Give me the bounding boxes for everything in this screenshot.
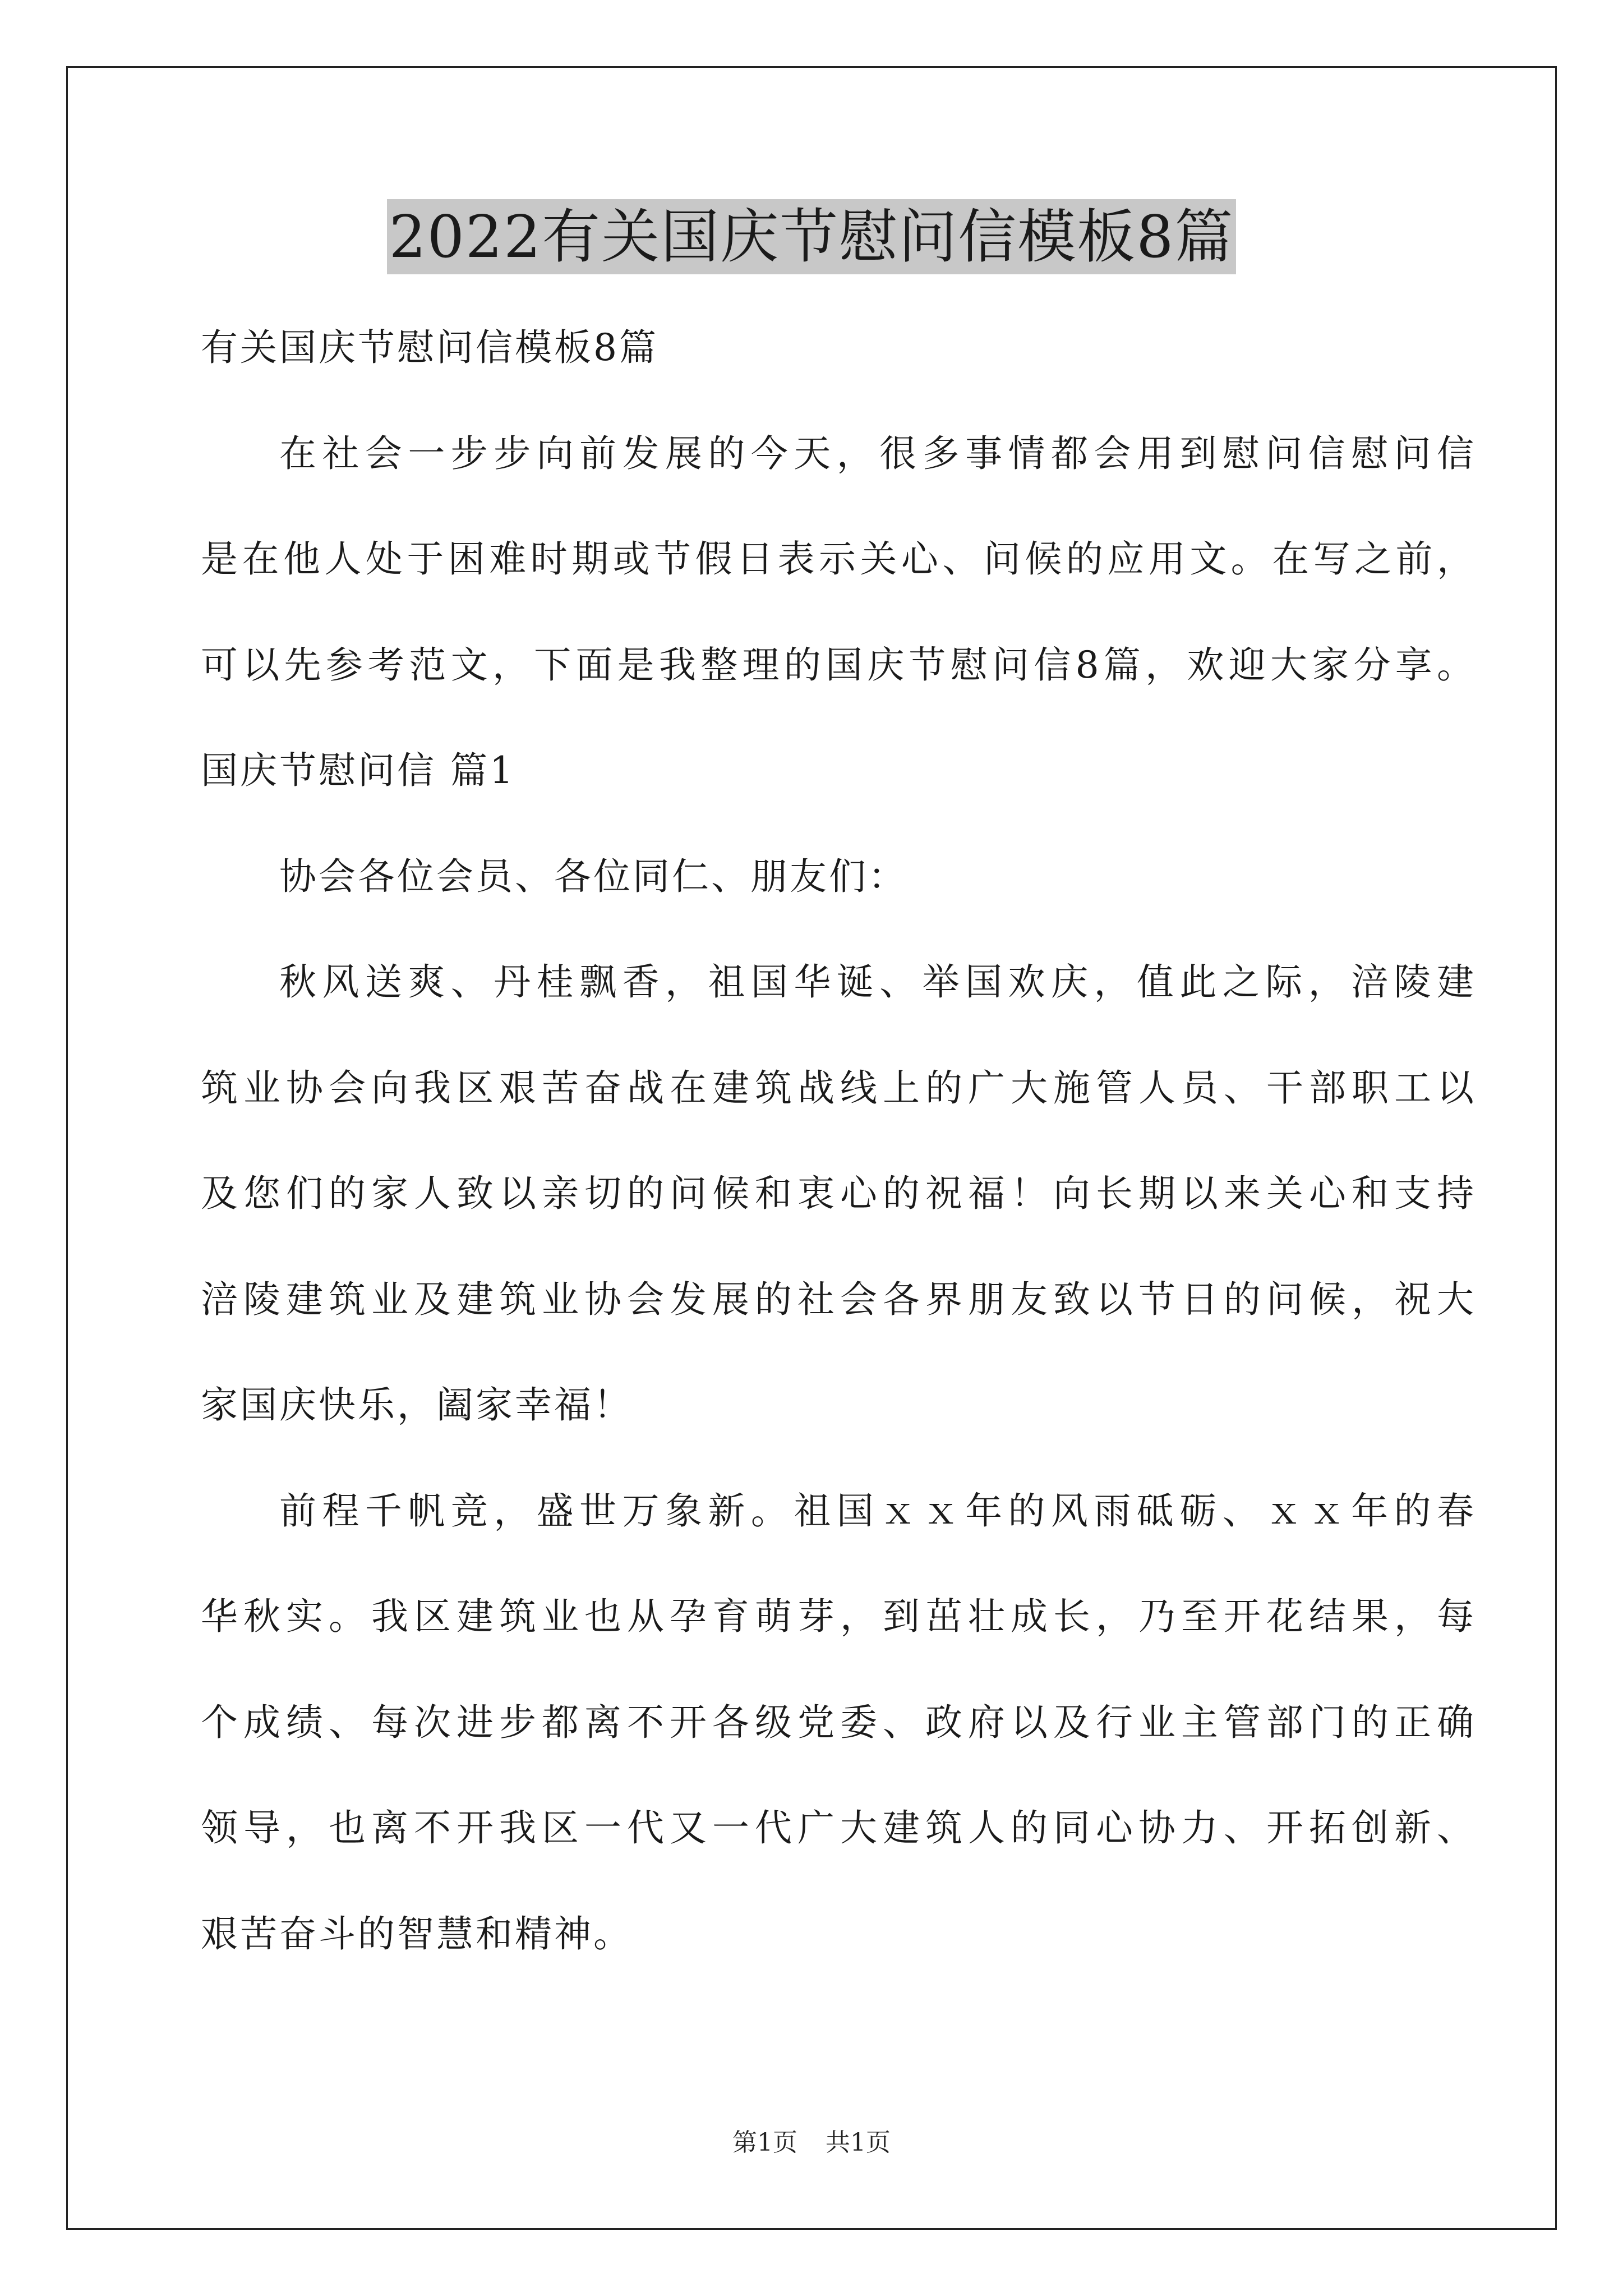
salutation-line: 协会各位会员、各位同仁、朋友们： bbox=[279, 854, 907, 898]
paragraph-line: 及您们的家人致以亲切的问候和衷心的祝福！向长期以来关心和支持 bbox=[201, 1172, 1474, 1215]
page-number: 第1页 bbox=[732, 2128, 797, 2157]
subtitle-line: 有关国庆节慰问信模板8篇 bbox=[201, 326, 658, 369]
document-title: 2022有关国庆节慰问信模板8篇 bbox=[387, 199, 1237, 274]
section-heading: 国庆节慰问信 篇1 bbox=[201, 749, 515, 792]
paragraph-line: 在社会一步步向前发展的今天，很多事情都会用到慰问信慰问信 bbox=[279, 431, 1474, 475]
paragraph-line: 前程千帆竞，盛世万象新。祖国ｘｘ年的风雨砥砺、ｘｘ年的春 bbox=[279, 1489, 1474, 1533]
paragraph-line: 可以先参考范文，下面是我整理的国庆节慰问信8篇，欢迎大家分享。 bbox=[201, 643, 1474, 687]
paragraph-line: 个成绩、每次进步都离不开各级党委、政府以及行业主管部门的正确 bbox=[201, 1700, 1474, 1744]
paragraph-line: 领导，也离不开我区一代又一代广大建筑人的同心协力、开拓创新、 bbox=[201, 1806, 1474, 1849]
paragraph-line: 是在他人处于困难时期或节假日表示关心、问候的应用文。在写之前， bbox=[201, 537, 1474, 581]
paragraph-line: 筑业协会向我区艰苦奋战在建筑战线上的广大施管人员、干部职工以 bbox=[201, 1066, 1474, 1110]
page-total: 共1页 bbox=[826, 2128, 891, 2157]
paragraph-line: 秋风送爽、丹桂飘香，祖国华诞、举国欢庆，值此之际，涪陵建 bbox=[279, 960, 1474, 1004]
document-title-container bbox=[0, 197, 1623, 276]
paragraph-line: 华秋实。我区建筑业也从孕育萌芽，到茁壮成长，乃至开花结果，每 bbox=[201, 1595, 1474, 1638]
paragraph-line: 涪陵建筑业及建筑业协会发展的社会各界朋友致以节日的问候，祝大 bbox=[201, 1277, 1474, 1321]
document-body bbox=[201, 314, 1474, 2006]
paragraph-line: 家国庆快乐，阖家幸福！ bbox=[201, 1383, 633, 1427]
paragraph-line: 艰苦奋斗的智慧和精神。 bbox=[201, 1912, 633, 1955]
page-footer bbox=[0, 2126, 1623, 2160]
